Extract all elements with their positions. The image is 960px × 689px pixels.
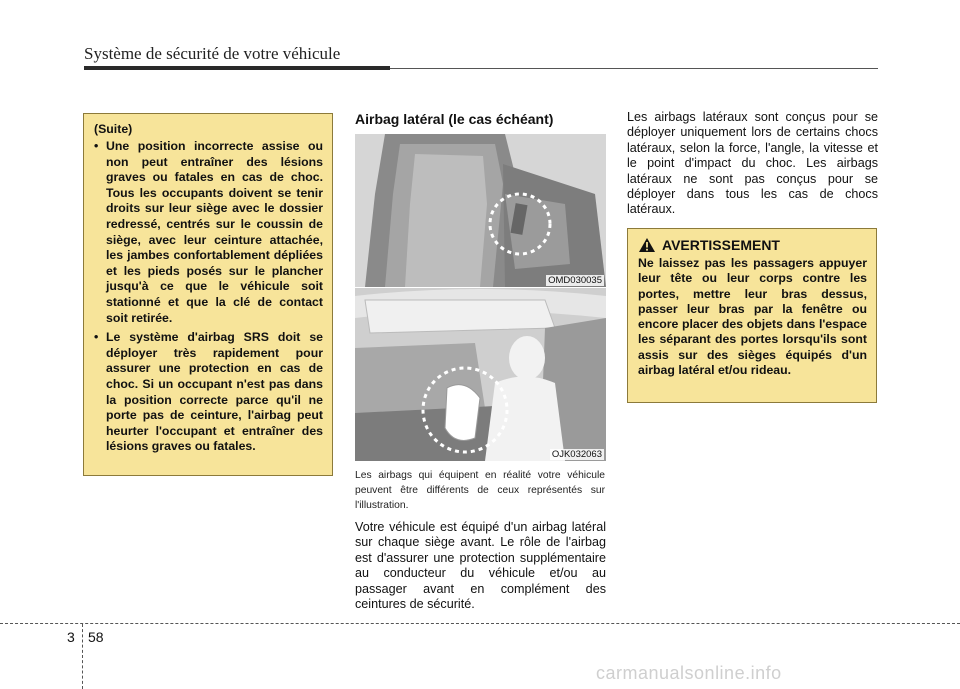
warning-triangle-icon [638, 237, 656, 253]
warning-header [638, 237, 867, 253]
chapter-number: 3 [67, 629, 75, 645]
section-body-text: Votre véhicule est équipé d'un airbag latéral sur chaque siège avant. Le rôle de l'airbag est d'assurer une protection supplémentaire au conducteur du véhicule et/ou au passager avant en complément des ceintures de sécurité. [355, 520, 606, 612]
page-number: 58 [88, 629, 104, 645]
warning-text: Ne laissez pas les passagers appuyer leur tête ou leur corps contre les portes, mettre leur bras dessus, passer leur bras par la fenêtre ou encore placer des objets dans l'espace les séparant des portes lorsqu'ils sont assis sur des sièges équipés d'un airbag latéral et/ou rideau. [638, 256, 867, 378]
right-body-text: Les airbags latéraux sont conçus pour se déployer uniquement lors de certains chocs latéraux, selon la force, l'angle, la vitesse et le point d'impact du choc. Les airbags latéraux ne sont pas conçus pour se déployer dans tous les cas de chocs latéraux. [627, 110, 878, 217]
header-rule-thin [390, 68, 878, 69]
watermark-text: carmanualsonline.info [596, 663, 782, 683]
figure-code: OMD030035 [548, 275, 602, 286]
continued-label: (Suite) [94, 122, 133, 136]
header-rule [84, 66, 390, 70]
bullet-dot: • [94, 330, 99, 345]
footer-divider [0, 623, 960, 624]
warning-title: AVERTISSEMENT [662, 237, 780, 253]
caution-box [83, 113, 333, 476]
seat-airbag-illustration [355, 134, 606, 287]
caution-bullet [94, 330, 323, 455]
caution-bullet-text: Une position incorrecte assise ou non peut entraîner des lésions graves ou fatales en cas de choc. Tous les occupants doivent se tenir droits sur leur siège avec le dossier redressé, centrés sur le coussin de siège, avec leur ceinture attachée, les jambes confortablement dépliées et les pieds posés sur le plancher jusqu'à ce que le véhicule soit stationné et que la clé de contact soit retirée. [106, 139, 323, 325]
side-airbag-deploy-illustration [355, 288, 606, 461]
page-header-title: Système de sécurité de votre véhicule [84, 44, 341, 63]
section-heading: Airbag latéral (le cas échéant) [355, 111, 554, 127]
figure-code: OJK032063 [551, 449, 602, 460]
seat-illustration-svg [355, 134, 606, 287]
deploy-illustration-svg [355, 288, 606, 461]
caution-bullet-text: Le système d'airbag SRS doit se déployer très rapidement pour assurer une protection en cas de choc. Si un occupant n'est pas dans la position correcte parce qu'il ne porte pas de ceinture, l'airbag peut heurter l'occupant et entraîner des lésions graves ou fatales. [106, 330, 323, 454]
footer-vertical-divider [82, 624, 83, 689]
bullet-dot: • [94, 139, 99, 153]
caution-bullet [94, 139, 323, 326]
warning-box [627, 228, 877, 403]
figure-caption: Les airbags qui équipent en réalité votre véhicule peuvent être différents de ceux représentés sur l'illustration. [355, 470, 605, 511]
